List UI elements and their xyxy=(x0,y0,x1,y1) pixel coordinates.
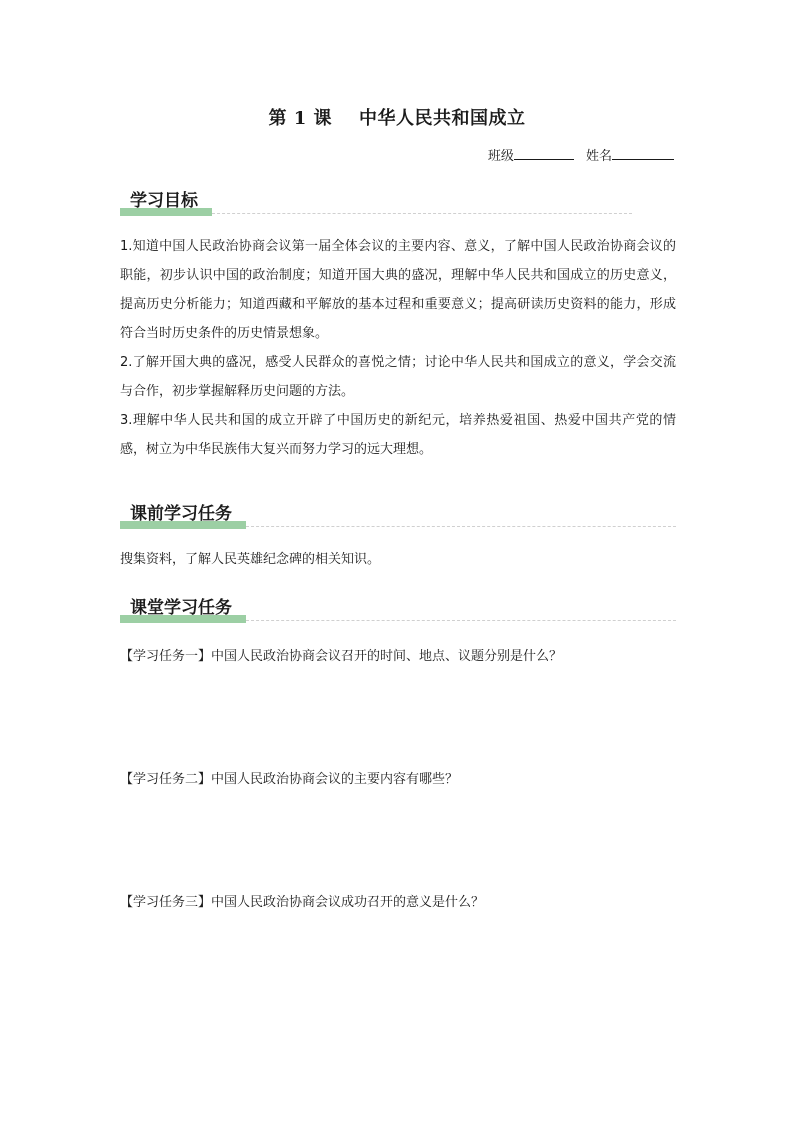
section-divider xyxy=(246,526,676,527)
section-header-objectives xyxy=(120,190,206,216)
task-question: 【学习任务一】中国人民政治协商会议召开的时间、地点、议题分别是什么？ xyxy=(120,649,563,664)
pre-class-text: 搜集资料，了解人民英雄纪念碑的相关知识。 xyxy=(120,552,381,567)
objectives-list xyxy=(120,232,676,464)
page-title: 第 1 课 中华人民共和国成立 xyxy=(268,108,526,129)
task-question: 【学习任务三】中国人民政治协商会议成功召开的意义是什么？ xyxy=(120,895,485,910)
section-header-pre-class xyxy=(120,503,240,529)
section-header-in-class xyxy=(120,597,240,623)
section-title: 课堂学习任务 xyxy=(130,598,232,618)
class-label: 班级 xyxy=(487,149,514,164)
section-divider xyxy=(212,213,632,214)
objective-item: 1.知道中国人民政治协商会议第一届全体会议的主要内容、意义，了解中国人民政治协商会议的职能，初步认识中国的政治制度；知道开国大典的盛况，理解中华人民共和国成立的历史意义，提高历史分析能力；知道西藏和平解放的基本过程和重要意义；提高研读历史资料的能力，形成符合当时历史条件的历史情景想象。 xyxy=(120,239,676,341)
section-title: 学习目标 xyxy=(130,191,198,211)
section-title: 课前学习任务 xyxy=(130,504,232,524)
objective-item: 3.理解中华人民共和国的成立开辟了中国历史的新纪元，培养热爱祖国、热爱中国共产党的情感，树立为中华民族伟大复兴而努力学习的远大理想。 xyxy=(120,413,676,457)
task-question: 【学习任务二】中国人民政治协商会议的主要内容有哪些？ xyxy=(120,772,459,787)
class-field[interactable] xyxy=(514,147,574,160)
name-field[interactable] xyxy=(612,147,674,160)
objective-item: 2.了解开国大典的盛况，感受人民群众的喜悦之情；讨论中华人民共和国成立的意义，学会交流与合作，初步掌握解释历史问题的方法。 xyxy=(120,355,676,399)
section-divider xyxy=(246,620,676,621)
name-label: 姓名 xyxy=(585,149,612,164)
student-info xyxy=(488,145,674,164)
